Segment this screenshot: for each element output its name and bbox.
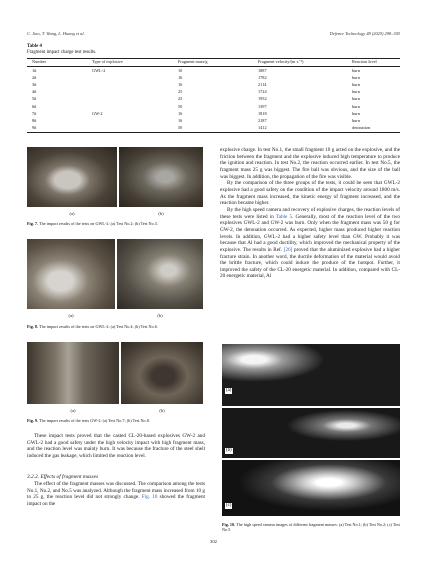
cell-number: 9# — [32, 124, 37, 130]
cell-number: 4# — [32, 89, 37, 95]
cell-velocity: 1952 — [258, 96, 267, 102]
col-mass: Fragment mass/g — [178, 59, 208, 64]
fig7-sub-b: (b) — [158, 211, 164, 216]
cell-level: burn — [352, 68, 360, 73]
fig10-sub-c: (c) — [226, 503, 232, 508]
cell-velocity: 1887 — [258, 68, 267, 73]
cell-velocity: 2114 — [258, 82, 267, 88]
fig8-photo-b — [117, 239, 203, 309]
fig8-sub-b: (b) — [157, 313, 163, 318]
fig10-image-c — [222, 460, 400, 516]
left-paragraph-1: These impact tests proved that the casted CL-20-based explosives GW-2 and GWL-2 had a good safety under the high velocity impact with high fragment mass, and the reaction level was mainly burn. It was because the fracture of the steel shell induced the gas leakage, which limited the reaction level. — [27, 433, 205, 459]
col-explosive: Type of explosive — [92, 59, 123, 64]
cell-level: burn — [352, 117, 360, 123]
fig7-sub-a: (a) — [69, 211, 75, 216]
ref26-link[interactable]: [26] — [283, 246, 293, 253]
fig9-sub-a: (a) — [70, 408, 76, 413]
cell-number: 2# — [32, 75, 37, 81]
fig10-image-b — [222, 408, 400, 458]
col-velocity: Fragment velocity/(m·s⁻¹) — [258, 59, 304, 64]
cell-mass: 25 — [178, 96, 183, 102]
cell-velocity: 1724 — [258, 89, 267, 95]
fig10-caption: Fig. 10. The high speed camera images of different fragment masses: (a) Test No.1; (b) Test No.2; (c) Test No.5. — [222, 522, 400, 532]
cell-velocity: 2187 — [258, 117, 267, 123]
table-bottom-rule — [27, 132, 400, 133]
right-column-text — [220, 147, 400, 280]
table5-link[interactable]: Table 5 — [275, 213, 293, 220]
cell-velocity: 1412 — [258, 124, 267, 130]
fig10-image-a — [222, 344, 400, 406]
section-heading: 3.2.2. Effects of fragment masses — [27, 474, 99, 480]
fig7-photo-a — [27, 147, 117, 207]
cell-velocity: 1782 — [258, 75, 267, 81]
table-header-rule — [27, 66, 400, 67]
fig9-caption: Fig. 9. The impact results of the tests GW-2: (a) Test No.7; (b) Test No.8. — [27, 418, 150, 423]
running-authors: C. Jiao, T. Wang, L. Huang et al. — [27, 31, 85, 36]
cell-number: 5# — [32, 96, 37, 102]
col-level: Reaction level — [352, 59, 377, 64]
fig9-sub-b: (b) — [159, 408, 165, 413]
cell-mass: 50 — [178, 124, 183, 130]
running-journal: Defence Technology 48 (2025) 298–305 — [329, 31, 400, 36]
fig8-caption: Fig. 8. The impact results of the tests on GWL-2: (a) Test No.4; (b) Test No.6. — [27, 324, 158, 329]
cell-number: 6# — [32, 103, 37, 109]
fig8-sub-a: (a) — [68, 313, 74, 318]
cell-velocity: 1818 — [258, 110, 267, 116]
cell-mass: 16 — [178, 117, 183, 123]
cell-explosive: GW-2 — [92, 110, 103, 116]
cell-mass: 50 — [178, 103, 183, 109]
right-paragraph-1: explosive charge. In test No.1, the small fragment 10 g acted on the explosive, and the friction between the fragment and the explosive induced high temperature to produce the ignition and reaction. In test No.2, the reaction occurred earlier. In test No.5, the fragment mass 25 g was biggest. The fire ball was obvious, and the size of the ball was biggest. In addition, the propagation of the fire was visible. — [220, 147, 400, 180]
cell-mass: 16 — [178, 82, 183, 88]
cell-mass: 16 — [178, 75, 183, 81]
cell-level: burn — [352, 82, 360, 88]
fig7-photo-b — [119, 147, 203, 207]
cell-level: burn — [352, 96, 360, 102]
fig8-photo-a — [27, 239, 115, 309]
cell-number: 3# — [32, 82, 37, 88]
col-number: Number — [32, 59, 47, 64]
fig10-sub-a: (a) — [226, 388, 232, 393]
cell-level: detonation — [352, 124, 371, 130]
cell-number: 8# — [32, 117, 37, 123]
cell-number: 1# — [32, 68, 37, 73]
cell-explosive: GWL-2 — [92, 68, 106, 73]
cell-number: 7# — [32, 110, 37, 116]
fig9-photo-b — [121, 342, 203, 404]
cell-mass: 10 — [178, 68, 183, 73]
cell-level: burn — [352, 89, 360, 95]
cell-mass: 16 — [178, 110, 183, 116]
right-paragraph-3: By the high speed camera and recovery of explosive charges, the reaction levels of these tests were listed in Table 5. Generally, most of the reaction level of the two explosives GWL-2 and GW-2 was burn. Only when the fragment mass was 50 g for GW-2, the detonation occurred. As expected, higher mass produced higher reaction levels. In addition, GWL-2 had a higher safety level than GW. Probably it was because that Al had a good ductility, which improved the mechanical property of the explosive. The results in Ref. [26] proved that the aluminized explosive had a higher fracture strain. In another word, the ductile deformation of the material would avoid the brittle fracture, which could induce the produce of the hotspot. Further, it improved the safety of the CL-20 energetic material. In addition, compared with CL-20 energetic material, Al — [220, 206, 401, 280]
cell-level: burn — [352, 75, 360, 81]
table-label: Table 4 — [27, 44, 42, 49]
fig10-sub-b: (b) — [226, 448, 232, 453]
left-column-text-2 — [27, 481, 205, 508]
fig9-photo-a — [27, 342, 119, 404]
fig7-caption: Fig. 7. The impact results of the tests on GWL-2: (a) Test No.2; (b) Test No.3. — [27, 221, 158, 226]
cell-mass: 25 — [178, 89, 183, 95]
left-paragraph-2: The effect of the fragment masses was discussed. The comparison among the tests No.1, No.2, and No.5 was analyzed. Although the fragment mass increased from 10 g to 25 g, the reaction level did not strongly change. Fig. 10 showed the fragment impact on the — [27, 481, 205, 507]
cell-velocity: 1397 — [258, 103, 267, 109]
table-caption: Fragment impact charge test results. — [27, 50, 97, 55]
cell-level: burn — [352, 110, 360, 116]
left-column-text — [27, 433, 205, 460]
cell-level: burn — [352, 103, 360, 109]
page-number: 302 — [210, 539, 217, 544]
right-paragraph-2: By the comparison of the three groups of the tests, it could be seen that GWL-2 explosive had a good safety on the condition of the impact velocity around 1800 m/s. As the fragment mass increased, the kinetic energy of fragment increased, and the reaction became higher. — [220, 180, 400, 207]
table-top-rule — [27, 58, 400, 59]
fig10-link[interactable]: Fig. 10 — [141, 494, 158, 501]
